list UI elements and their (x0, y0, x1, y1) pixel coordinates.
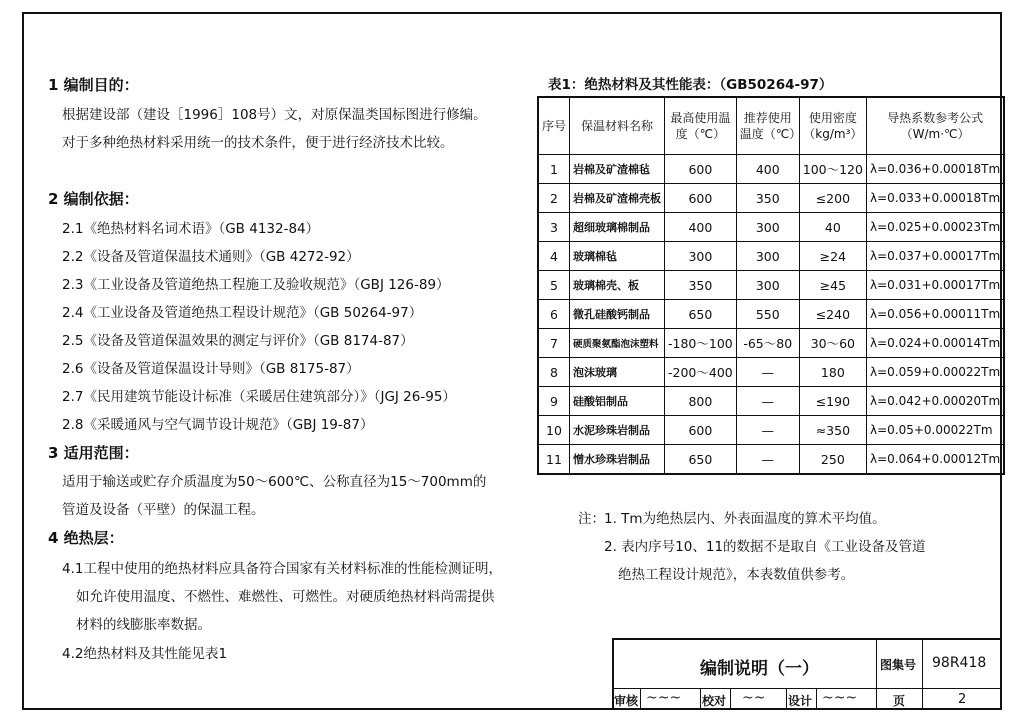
title-block-divider (922, 638, 923, 688)
table-row (538, 213, 1004, 242)
reference-item: 2.7《民用建筑节能设计标准（采暖居住建筑部分）》（JGJ 26-95） (62, 389, 456, 405)
header-name: 保温材料名称 (570, 97, 665, 155)
cell-rec: 300 (736, 271, 799, 300)
cell-density: ≈350 (799, 416, 866, 445)
cell-density: ≤190 (799, 387, 866, 416)
table-row (538, 271, 1004, 300)
cell-name: 硅酸铝制品 (570, 387, 665, 416)
check-label: 校对 (702, 694, 727, 708)
cell-seq: 10 (538, 416, 570, 445)
atlas-label: 图集号 (880, 658, 917, 672)
header-seq: 序号 (538, 97, 570, 155)
cell-seq: 11 (538, 445, 570, 475)
section1-line: 根据建设部（建设［1996］108号）文，对原保温类国标图进行修编。 (62, 107, 487, 123)
header-max-temp: 最高使用温度（℃） (665, 97, 737, 155)
reference-item: 2.4《工业设备及管道绝热工程设计规范》（GB 50264-97） (62, 305, 423, 321)
section3-heading: 3 适用范围： (48, 444, 139, 462)
review-signature: ~~~ (646, 690, 682, 706)
cell-density: 180 (799, 358, 866, 387)
review-label: 审核 (614, 694, 639, 708)
cell-max: 600 (665, 155, 737, 184)
table-row (538, 445, 1004, 475)
section2-heading: 2 编制依据： (48, 190, 139, 208)
cell-formula: λ=0.031+0.00017Tm (866, 271, 1004, 300)
table-caption: 表1：绝热材料及其性能表：（GB50264-97） (548, 77, 833, 93)
note-1: 1. Tm为绝热层内、外表面温度的算术平均值。 (604, 511, 886, 527)
cell-density: ≤200 (799, 184, 866, 213)
reference-item: 2.3《工业设备及管道绝热工程施工及验收规范》（GBJ 126-89） (62, 277, 450, 293)
title-block-divider (640, 688, 641, 710)
section3-line: 管道及设备（平壁）的保温工程。 (62, 502, 265, 518)
note-2: 2. 表内序号10、11的数据不是取自《工业设备及管道 (604, 539, 926, 555)
cell-seq: 4 (538, 242, 570, 271)
table-row (538, 184, 1004, 213)
table-header-row (538, 97, 1004, 155)
cell-max: 600 (665, 184, 737, 213)
cell-name: 岩棉及矿渣棉毡 (570, 155, 665, 184)
page-number: 2 (958, 692, 967, 707)
notes-label: 注： (578, 511, 605, 527)
reference-item: 2.5《设备及管道保温效果的测定与评价》（GB 8174-87） (62, 333, 414, 349)
title-block-divider (876, 688, 877, 710)
header-density: 使用密度（kg/m³） (799, 97, 866, 155)
title-block-divider (700, 688, 701, 710)
section1-line: 对于多种绝热材料采用统一的技术条件，便于进行经济技术比较。 (62, 135, 454, 151)
cell-max: 350 (665, 271, 737, 300)
material-properties-table (537, 96, 1005, 475)
cell-formula: λ=0.056+0.00011Tm (866, 300, 1004, 329)
cell-seq: 9 (538, 387, 570, 416)
cell-rec: -65～80 (736, 329, 799, 358)
cell-name: 玻璃棉毡 (570, 242, 665, 271)
header-rec-temp: 推荐使用温度（℃） (736, 97, 799, 155)
table-row (538, 300, 1004, 329)
section4-line: 4.2绝热材料及其性能见表1 (62, 646, 228, 662)
cell-seq: 6 (538, 300, 570, 329)
cell-formula: λ=0.024+0.00014Tm (866, 329, 1004, 358)
cell-name: 泡沫玻璃 (570, 358, 665, 387)
cell-seq: 2 (538, 184, 570, 213)
section4-heading: 4 绝热层： (48, 529, 124, 547)
cell-max: 600 (665, 416, 737, 445)
cell-rec: — (736, 416, 799, 445)
check-signature: ~~ (742, 690, 766, 706)
cell-formula: λ=0.05+0.00022Tm (866, 416, 1004, 445)
cell-formula: λ=0.025+0.00023Tm (866, 213, 1004, 242)
cell-name: 超细玻璃棉制品 (570, 213, 665, 242)
cell-rec: — (736, 358, 799, 387)
title-block-divider (816, 688, 817, 710)
section4-line: 材料的线膨胀率数据。 (76, 617, 211, 633)
cell-formula: λ=0.059+0.00022Tm (866, 358, 1004, 387)
cell-name: 水泥珍珠岩制品 (570, 416, 665, 445)
cell-density: 30～60 (799, 329, 866, 358)
cell-rec: 300 (736, 213, 799, 242)
table-row (538, 242, 1004, 271)
cell-seq: 5 (538, 271, 570, 300)
design-signature: ~~~ (822, 690, 858, 706)
reference-item: 2.1《绝热材料名词术语》（GB 4132-84） (62, 221, 320, 237)
page-label: 页 (893, 694, 906, 708)
design-label: 设计 (788, 694, 813, 708)
cell-max: 800 (665, 387, 737, 416)
cell-rec: 550 (736, 300, 799, 329)
cell-name: 微孔硅酸钙制品 (570, 300, 665, 329)
cell-max: -180～100 (665, 329, 737, 358)
cell-max: -200～400 (665, 358, 737, 387)
cell-formula: λ=0.036+0.00018Tm (866, 155, 1004, 184)
cell-seq: 1 (538, 155, 570, 184)
cell-formula: λ=0.033+0.00018Tm (866, 184, 1004, 213)
cell-density: 100～120 (799, 155, 866, 184)
reference-item: 2.2《设备及管道保温技术通则》（GB 4272-92） (62, 249, 360, 265)
table-row (538, 358, 1004, 387)
table-row (538, 387, 1004, 416)
cell-seq: 8 (538, 358, 570, 387)
cell-formula: λ=0.064+0.00012Tm (866, 445, 1004, 475)
cell-max: 400 (665, 213, 737, 242)
title-block-divider (922, 688, 923, 710)
cell-density: ≥24 (799, 242, 866, 271)
cell-seq: 7 (538, 329, 570, 358)
title-block-divider (876, 638, 877, 688)
reference-item: 2.6《设备及管道保温设计导则》（GB 8175-87） (62, 361, 360, 377)
reference-item: 2.8《采暖通风与空气调节设计规范》（GBJ 19-87） (62, 417, 374, 433)
cell-density: 40 (799, 213, 866, 242)
cell-density: 250 (799, 445, 866, 475)
section4-line: 4.1工程中使用的绝热材料应具备符合国家有关材料标准的性能检测证明， (62, 561, 502, 577)
cell-rec: 400 (736, 155, 799, 184)
cell-max: 650 (665, 300, 737, 329)
table-row (538, 155, 1004, 184)
drawing-title: 编制说明（一） (700, 659, 819, 679)
cell-rec: 300 (736, 242, 799, 271)
title-block-divider (612, 688, 1002, 689)
cell-seq: 3 (538, 213, 570, 242)
cell-name: 岩棉及矿渣棉壳板 (570, 184, 665, 213)
table-row (538, 329, 1004, 358)
cell-rec: — (736, 445, 799, 475)
section1-heading: 1 编制目的： (48, 76, 139, 94)
cell-formula: λ=0.037+0.00017Tm (866, 242, 1004, 271)
atlas-number: 98R418 (932, 655, 987, 671)
cell-name: 玻璃棉壳、板 (570, 271, 665, 300)
note-2-continued: 绝热工程设计规范》，本表数值供参考。 (618, 567, 855, 583)
cell-formula: λ=0.042+0.00020Tm (866, 387, 1004, 416)
header-formula: 导热系数参考公式（W/m·℃） (866, 97, 1004, 155)
title-block-divider (786, 688, 787, 710)
cell-name: 硬质聚氨酯泡沫塑料 (570, 329, 665, 358)
cell-density: ≤240 (799, 300, 866, 329)
cell-max: 650 (665, 445, 737, 475)
cell-density: ≥45 (799, 271, 866, 300)
cell-name: 憎水珍珠岩制品 (570, 445, 665, 475)
cell-rec: 350 (736, 184, 799, 213)
table-row (538, 416, 1004, 445)
cell-max: 300 (665, 242, 737, 271)
section4-line: 如允许使用温度、不燃性、难燃性、可燃性。对硬质绝热材料尚需提供 (76, 589, 495, 605)
section3-line: 适用于输送或贮存介质温度为50～600℃、公称直径为15～700mm的 (62, 474, 487, 490)
title-block-divider (730, 688, 731, 710)
cell-rec: — (736, 387, 799, 416)
